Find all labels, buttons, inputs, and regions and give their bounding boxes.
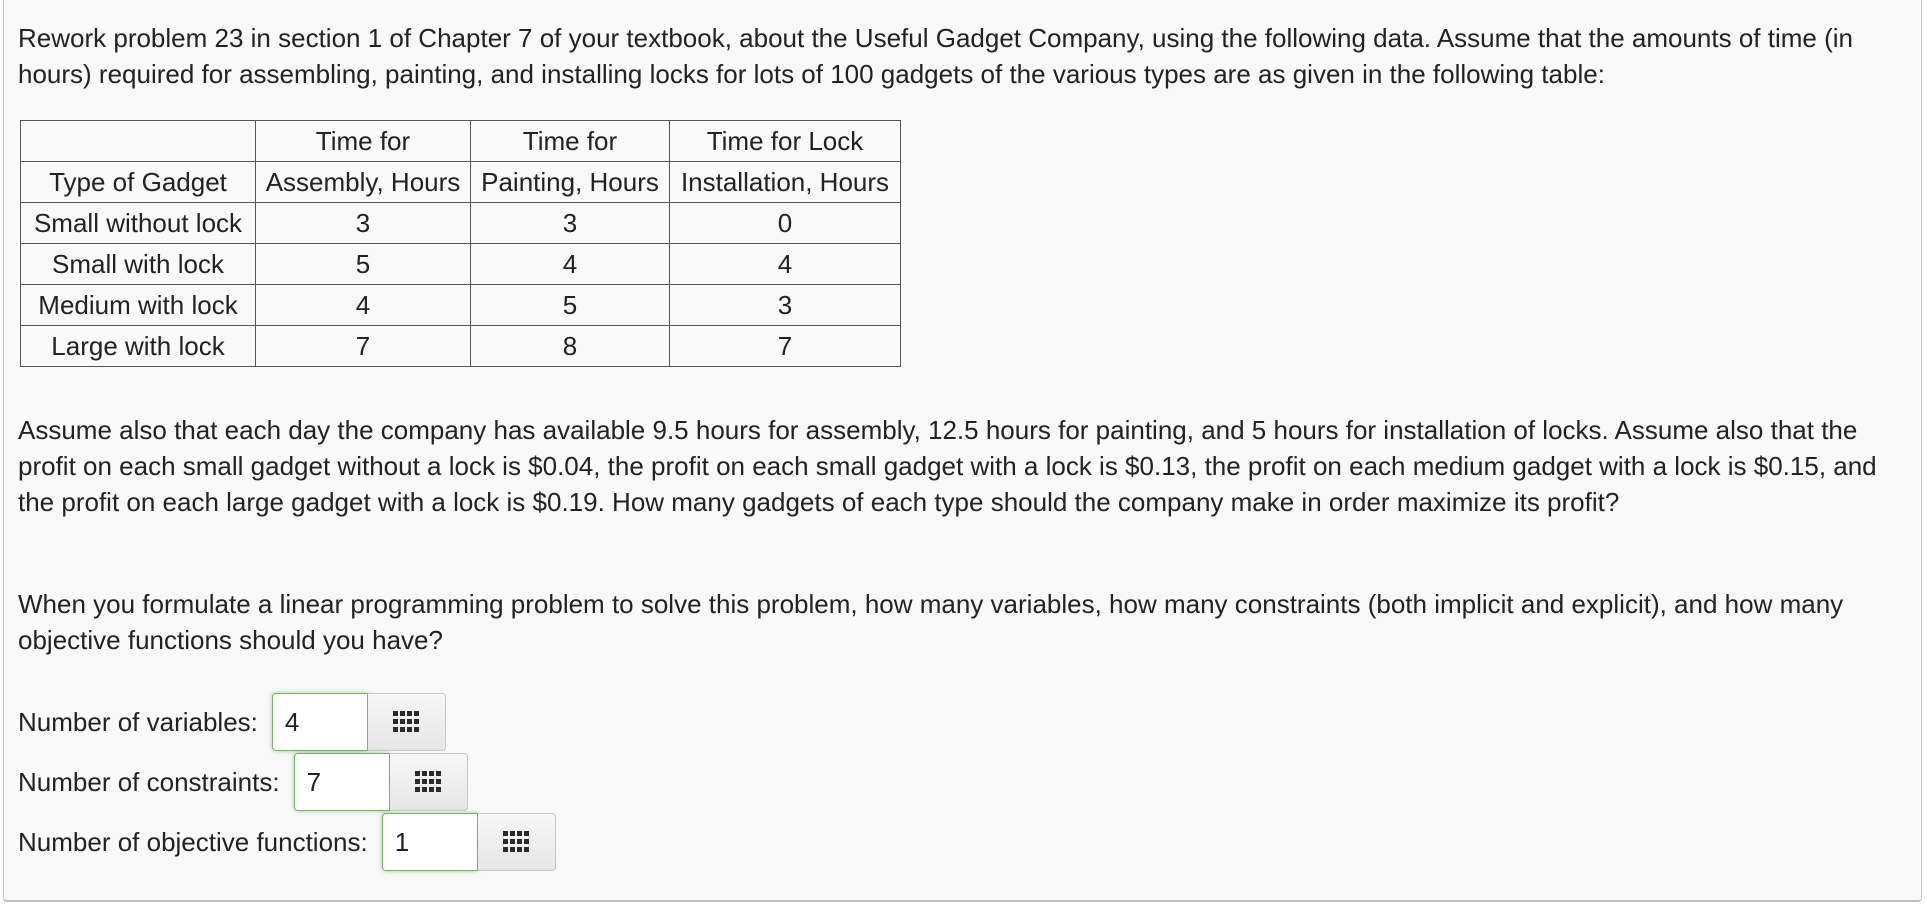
- table-row: [21, 326, 901, 367]
- table-cell: 7: [256, 326, 471, 367]
- table-cell: 4: [670, 244, 901, 285]
- answer-row-variables: [18, 692, 446, 752]
- table-cell: 4: [471, 244, 670, 285]
- table-cell: 3: [256, 203, 471, 244]
- constraints-input[interactable]: 7: [294, 753, 390, 811]
- keypad-grid-icon: [502, 830, 530, 854]
- table-header-cell: Time for: [256, 121, 471, 162]
- table-cell: 0: [670, 203, 901, 244]
- palette-button[interactable]: [390, 753, 468, 811]
- answer-box: [272, 693, 446, 751]
- table-row: [21, 203, 901, 244]
- table-header-cell: Installation, Hours: [670, 162, 901, 203]
- table-cell: 3: [471, 203, 670, 244]
- objective-functions-input[interactable]: 1: [382, 813, 478, 871]
- table-header-cell: Time for Lock: [670, 121, 901, 162]
- answer-label: Number of variables:: [18, 706, 258, 737]
- answer-box: [294, 753, 468, 811]
- answer-label: Number of objective functions:: [18, 826, 368, 857]
- answer-box: [382, 813, 556, 871]
- table-header-cell: Painting, Hours: [471, 162, 670, 203]
- table-header-cell: Type of Gadget: [21, 162, 256, 203]
- answer-label: Number of constraints:: [18, 766, 280, 797]
- answer-row-constraints: [18, 752, 468, 812]
- table-cell: 5: [256, 244, 471, 285]
- palette-button[interactable]: [478, 813, 556, 871]
- table-cell: Medium with lock: [21, 285, 256, 326]
- table-cell: 3: [670, 285, 901, 326]
- table-header-cell: Assembly, Hours: [256, 162, 471, 203]
- table-row: [21, 244, 901, 285]
- variables-input[interactable]: 4: [272, 693, 368, 751]
- table-header-cell: [21, 121, 256, 162]
- answer-row-objective-functions: [18, 812, 556, 872]
- table-row: [21, 285, 901, 326]
- keypad-grid-icon: [414, 770, 442, 794]
- table-cell: 7: [670, 326, 901, 367]
- table-cell: 8: [471, 326, 670, 367]
- table-cell: 4: [256, 285, 471, 326]
- palette-button[interactable]: [368, 693, 446, 751]
- table-header-row: [21, 121, 901, 162]
- problem-assumptions: Assume also that each day the company has available 9.5 hours for assembly, 12.5 hours for painting, and 5 hours for installation of locks. Assume also that the profit on each small gadget without a lock is $0.04, the profit on each small gadget with a lock is $0.13, the profit on each medium gadget with a lock is $0.15, and the profit on each large gadget with a lock is $0.19. How many gadgets of each type should the company make in order maximize its profit?: [18, 415, 1877, 517]
- table-cell: 5: [471, 285, 670, 326]
- keypad-grid-icon: [392, 710, 420, 734]
- question-panel: [3, 0, 1922, 902]
- table-header-row: [21, 162, 901, 203]
- table-cell: Small with lock: [21, 244, 256, 285]
- table-header-cell: Time for: [471, 121, 670, 162]
- gadget-time-table: [20, 120, 901, 367]
- problem-intro: Rework problem 23 in section 1 of Chapter 7 of your textbook, about the Useful Gadget Company, using the following data. Assume that the amounts of time (in hours) required for assembling, painting, and installing locks for lots of 100 gadgets of the various types are as given in the following table:: [18, 23, 1853, 89]
- table-cell: Large with lock: [21, 326, 256, 367]
- table-cell: Small without lock: [21, 203, 256, 244]
- problem-question: When you formulate a linear programming problem to solve this problem, how many variables, how many constraints (both implicit and explicit), and how many objective functions should you have?: [18, 589, 1844, 655]
